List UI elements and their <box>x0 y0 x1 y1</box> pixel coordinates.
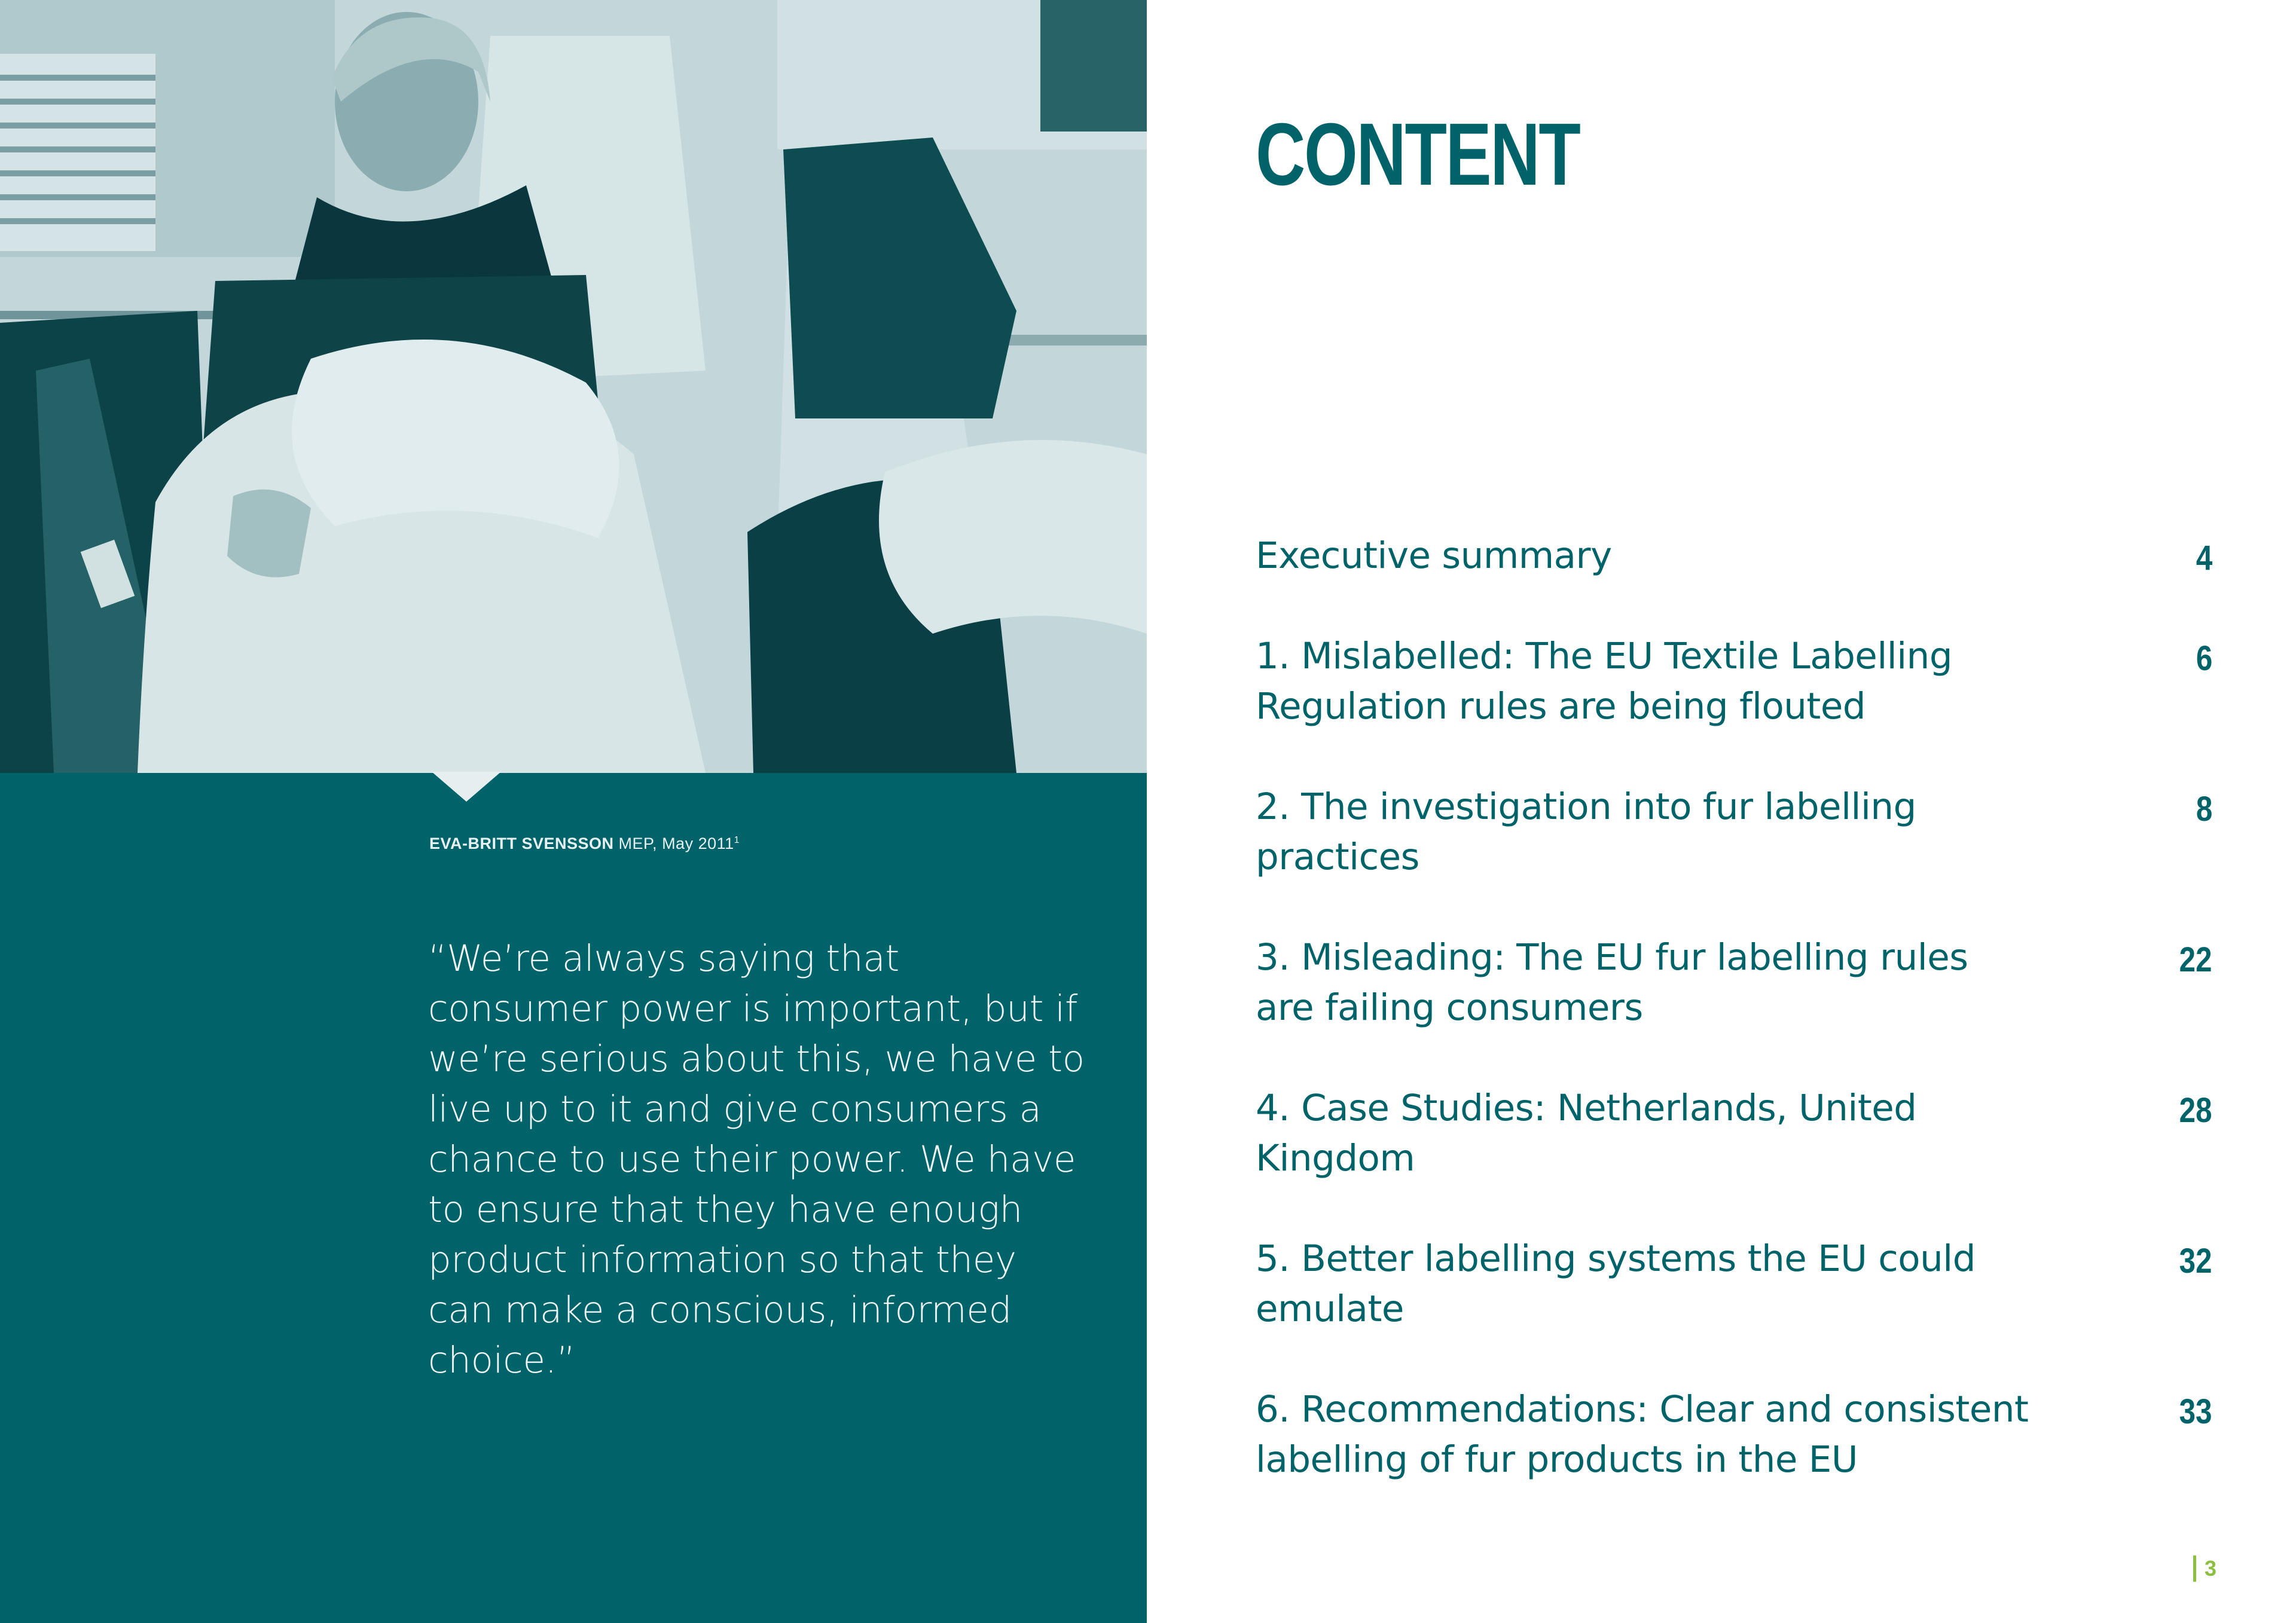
toc-entry-label: 4. Case Studies: Netherlands, United Kingdom <box>1256 1087 1917 1179</box>
toc-entry-page: 8 <box>2196 790 2212 829</box>
toc-entry-label: 5. Better labelling systems the EU could emulate <box>1256 1237 1976 1330</box>
attribution-name: EVA-BRITT SVENSSON <box>429 835 614 852</box>
toc-entry-label: Executive summary <box>1256 534 1612 577</box>
shopper-photo <box>0 0 1147 773</box>
toc-entry-page: 28 <box>2179 1091 2212 1130</box>
attribution-detail: MEP, May 2011 <box>613 835 734 852</box>
toc-entry-label: 1. Mislabelled: The EU Textile Labelling Regulation rules are being flouted <box>1256 635 1953 728</box>
page-number-divider <box>2193 1555 2196 1582</box>
toc-entry-label: 6. Recommendations: Clear and consistent labelling of fur products in the EU <box>1256 1388 2029 1481</box>
toc-entry-page: 32 <box>2179 1242 2212 1280</box>
toc-entry-label: 2. The investigation into fur labelling practices <box>1256 785 1916 878</box>
page-number-value: 3 <box>2205 1556 2217 1581</box>
photo-pointer <box>432 772 501 802</box>
toc-entry-page: 33 <box>2179 1392 2212 1431</box>
pull-quote: “We’re always saying that consumer power is important, but if we’re serious about this, we have to live up to it and give consumers a chance to use their power. We have to ensure that they have enough product information so that they can make a conscious, informed choice.” <box>428 937 1085 1381</box>
quote-attribution <box>429 835 740 853</box>
toc-entry-page: 22 <box>2179 940 2212 979</box>
page-title: CONTENT <box>1256 105 1580 204</box>
toc-entry-label: 3. Misleading: The EU fur labelling rules are failing consumers <box>1256 936 1968 1029</box>
left-panel <box>0 0 1147 1623</box>
page-number <box>2193 1555 2216 1582</box>
photo-illustration <box>0 0 1147 773</box>
toc-entry-page: 4 <box>2196 539 2212 577</box>
toc-entry-page: 6 <box>2196 639 2212 678</box>
footnote-marker: 1 <box>734 835 740 845</box>
